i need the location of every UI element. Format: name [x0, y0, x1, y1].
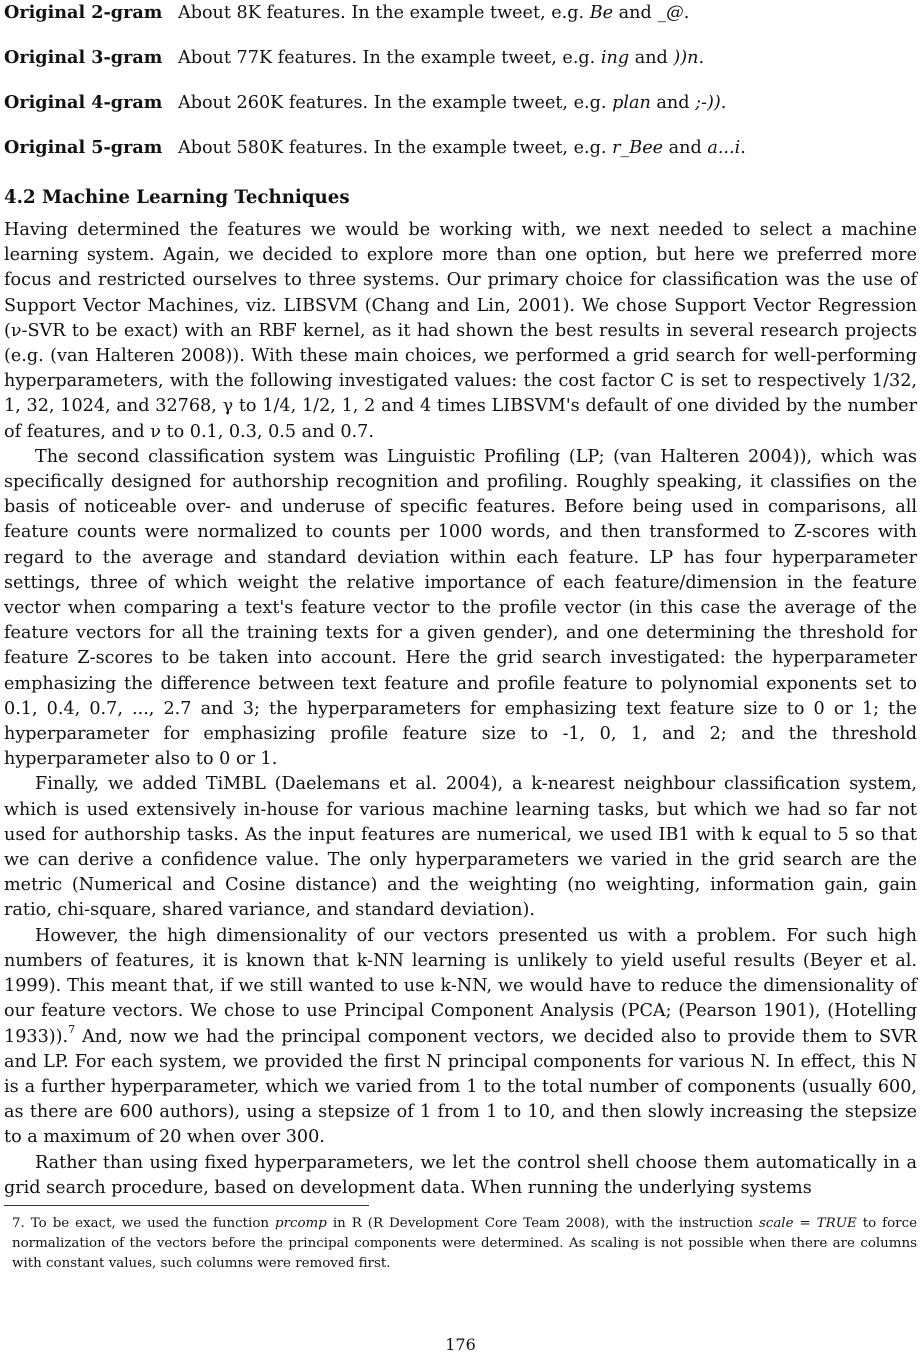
definition-example: ;-)): [695, 93, 721, 113]
footnote-text: to force normalization of the vectors before the principal components were determined. As scaling is not possible when there are columns with constant values, such columns were removed first.: [12, 1215, 918, 1271]
footnote-text: To be exact, we used the function: [30, 1215, 270, 1231]
footnote-function-name: prcomp: [275, 1215, 327, 1231]
footnote-reference[interactable]: 7: [68, 1022, 76, 1036]
definition-item: [4, 135, 917, 180]
definition-end: .: [740, 138, 746, 158]
definition-conjunction: and: [668, 138, 702, 158]
definition-item: [4, 90, 917, 135]
page-number: 176: [445, 1335, 476, 1354]
definition-text: About 260K features. In the example tweet, e.g.: [178, 93, 607, 113]
definition-item: [4, 45, 917, 90]
body-paragraph: Having determined the features we would be working with, we next needed to select a machine learning system. Again, we decided to explore more than one option, but here we preferred more focus and restricted ourselves to three systems. Our primary choice for classification was the use of Support Vector Machines, viz. LIBSVM (Chang and Lin, 2001). We chose Support Vector Regression (ν-SVR to be exact) with an RBF kernel, as it had shown the best results in several research projects (e.g. (van Halteren 2008)). With these main choices, we performed a grid search for well-performing hyperparameters, with the following investigated values: the cost factor C is set to respectively 1/32, 1, 32, 1024, and 32768, γ to 1/4, 1/2, 1, 2 and 4 times LIBSVM's default of one divided by the number of features, and ν to 0.1, 0.3, 0.5 and 0.7.: [4, 220, 917, 442]
body-paragraph: The second classification system was Linguistic Profiling (LP; (van Halteren 2004)), which was specifically designed for authorship recognition and profiling. Roughly speaking, it classifies on the basis of noticeable over- and underuse of specific features. Before being used in comparisons, all feature counts were normalized to counts per 1000 words, and then transformed to Z-scores with regard to the average and standard deviation within each feature. LP has four hyperparameter settings, three of which weight the relative importance of each feature/dimension in the feature vector when comparing a text's feature vector to the profile vector (in this case the average of the feature vectors for all the training texts for a given gender), and one determining the threshold for feature Z-scores to be taken into account. Here the grid search investigated: the hyperparameter emphasizing the difference between text feature and profile feature to polynomial exponents set to 0.1, 0.4, 0.7, ..., 2.7 and 3; the hyperparameters for emphasizing text feature size to 0 or 1; the hyperparameter for emphasizing profile feature size to -1, 0, 1, and 2; and the threshold hyperparameter also to 0 or 1.: [4, 446, 917, 770]
footnote-number: 7.: [12, 1215, 25, 1231]
definition-term: Original 3-gram: [4, 47, 163, 68]
paragraph-text: However, the high dimensionality of our vectors presented us with a problem. For such high numbers of features, it is known that k-NN learning is unlikely to yield useful results (Beyer et al. 1999). This meant that, if we still wanted to use k-NN, we would have to reduce the dimensionality of our feature vectors. We chose to use Principal Component Analysis (PCA; (Pearson 1901), (Hotelling 1933)).: [4, 925, 917, 1047]
footnote-divider: [4, 1205, 369, 1206]
section-heading: [4, 185, 917, 210]
body-paragraph: Rather than using fixed hyperparameters, we let the control shell choose them automatically in a grid search procedure, based on development data. When running the underlying systems: [4, 1152, 917, 1198]
definition-text: About 8K features. In the example tweet, e.g.: [178, 3, 585, 23]
definition-conjunction: and: [634, 48, 668, 68]
definition-example: a...i: [707, 138, 741, 158]
definition-example: ))n: [673, 48, 699, 68]
definition-item: [4, 0, 917, 45]
body-paragraph-with-footnote: [4, 924, 917, 1151]
definition-term: Original 5-gram: [4, 137, 163, 158]
definition-end: .: [683, 3, 690, 23]
definition-text: About 580K features. In the example tweet, e.g.: [178, 138, 607, 158]
definition-example: r_Bee: [612, 138, 664, 158]
section-title: Machine Learning Techniques: [42, 187, 350, 208]
footnote: [12, 1214, 917, 1273]
definition-example: plan: [612, 93, 651, 113]
footnote-instruction: scale = TRUE: [758, 1215, 857, 1231]
definition-text: About 77K features. In the example tweet, e.g.: [178, 48, 596, 68]
definition-end: .: [720, 93, 727, 113]
definition-end: .: [698, 48, 705, 68]
paragraph-text-continued: And, now we had the principal component vectors, we decided also to provide them to SVR and LP. For each system, we provided the first N principal components for various N. In effect, this N is a further hyperparameter, which we varied from 1 to the total number of components (usually 600, as there are 600 authors), using a stepsize of 1 from 1 to 10, and then slowly increasing the stepsize to a maximum of 20 when over 300.: [4, 1026, 917, 1148]
body-paragraph: Finally, we added TiMBL (Daelemans et al. 2004), a k-nearest neighbour classification system, which is used extensively in-house for various machine learning tasks, but which we had so far not used for authorship tasks. As the input features are numerical, we used IB1 with k equal to 5 so that we can derive a confidence value. The only hyperparameters we varied in the grid search are the metric (Numerical and Cosine distance) and the weighting (no weighting, information gain, gain ratio, chi-square, shared variance, and standard deviation).: [4, 774, 917, 921]
paper-page: [4, 0, 917, 1273]
definition-example: ing: [600, 48, 630, 68]
definition-example: Be: [589, 3, 614, 23]
definition-conjunction: and: [656, 93, 690, 113]
section-number: 4.2: [4, 187, 36, 208]
definition-example: _@: [657, 3, 684, 23]
definition-term: Original 4-gram: [4, 92, 163, 113]
ngram-definition-list: [4, 0, 917, 180]
definition-term: Original 2-gram: [4, 2, 163, 23]
definition-conjunction: and: [618, 3, 652, 23]
footnote-text: in R (R Development Core Team 2008), with the instruction: [332, 1215, 753, 1231]
